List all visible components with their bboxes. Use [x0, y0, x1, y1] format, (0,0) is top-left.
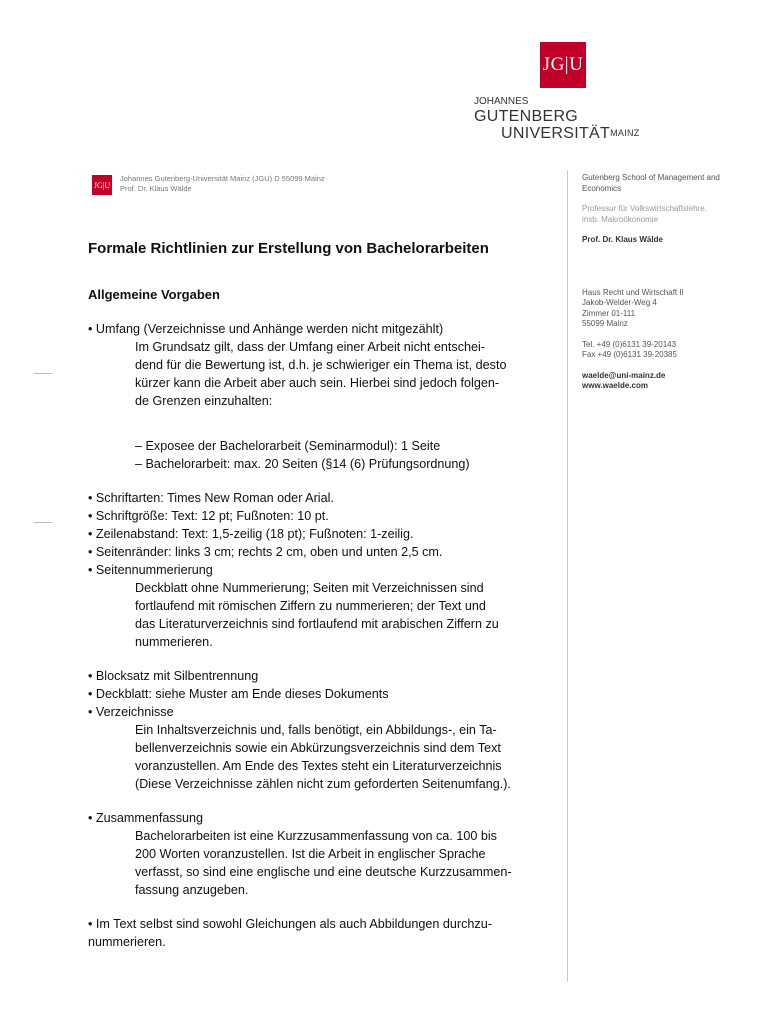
name-universitaet: UNIVERSITÄT	[501, 125, 611, 142]
sender-logo-mark: JG|U	[92, 175, 112, 195]
text-line: • Im Text selbst sind sowohl Gleichungen als auch Abbildungen durchzu-	[88, 917, 492, 931]
bullet-item: • Schriftgröße: Text: 12 pt; Fußnoten: 10 pt.	[88, 509, 329, 523]
text-line: fortlaufend mit römischen Ziffern zu nummerieren; der Text und	[135, 599, 486, 613]
bullet-item: • Blocksatz mit Silbentrennung	[88, 669, 259, 683]
text-line: bellenverzeichnis sowie ein Abkürzungsverzeichnis sind dem Text	[135, 741, 501, 755]
sidebar-school: Gutenberg School of Management and Economics	[582, 173, 720, 193]
text-line: nummerieren.	[135, 635, 213, 649]
sidebar-phone	[582, 340, 752, 361]
sender-address	[120, 174, 325, 194]
limit-item: – Bachelorarbeit: max. 20 Seiten (§14 (6) Prüfungsordnung)	[135, 457, 470, 471]
text-line: voranzustellen. Am Ende des Textes steht ein Literaturverzeichnis	[135, 759, 502, 773]
section-heading: Allgemeine Vorgaben	[88, 287, 220, 302]
text-line: Deckblatt ohne Nummerierung; Seiten mit Verzeichnissen sind	[135, 581, 484, 595]
address-line: 55099 Mainz	[582, 319, 628, 328]
limit-item: – Exposee der Bachelorarbeit (Seminarmodul): 1 Seite	[135, 439, 441, 453]
text-line: Im Grundsatz gilt, dass der Umfang einer Arbeit nicht entschei-	[135, 340, 485, 354]
bullet-umfang: • Umfang (Verzeichnisse und Anhänge werden nicht mitgezählt)	[88, 322, 444, 336]
numbering-note	[88, 915, 558, 951]
umfang-limits	[88, 437, 558, 473]
umfang-text	[88, 338, 558, 410]
bullet-item: • Verzeichnisse	[88, 705, 174, 719]
bullet-item: • Seitennummerierung	[88, 563, 213, 577]
sidebar-fax: Fax +49 (0)6131 39-20385	[582, 350, 677, 359]
text-line: Bachelorarbeiten ist eine Kurzzusammenfassung von ca. 100 bis	[135, 829, 497, 843]
text-line: dend für die Bewertung ist, d.h. je schwieriger ein Thema ist, desto	[135, 358, 507, 372]
sidebar-divider	[567, 170, 568, 982]
document-title: Formale Richtlinien zur Erstellung von Bachelorarbeiten	[88, 240, 489, 257]
sidebar-chair-line-1: Professur für Volkswirtschaftslehre,	[582, 204, 707, 213]
text-line: kürzer kann die Arbeit aber auch sein. Hierbei sind jedoch folgen-	[135, 376, 500, 390]
name-mainz: MAINZ	[610, 128, 640, 138]
bullet-item: • Schriftarten: Times New Roman oder Arial.	[88, 491, 334, 505]
text-line: 200 Worten voranzustellen. Ist die Arbeit in englischer Sprache	[135, 847, 486, 861]
fold-mark	[34, 373, 52, 374]
text-line: nummerieren.	[88, 935, 166, 949]
name-johannes: JOHANNES	[474, 96, 529, 107]
sidebar-email[interactable]: waelde@uni-mainz.de	[582, 370, 666, 380]
university-name	[474, 94, 640, 142]
text-line: verfasst, so sind eine englische und eine deutsche Kurzzusammen-	[135, 865, 512, 879]
text-line: fassung anzugeben.	[135, 883, 249, 897]
address-line: Jakob-Welder-Weg 4	[582, 298, 657, 307]
document-body	[88, 320, 558, 951]
summary-text	[88, 827, 558, 899]
text-line: das Literaturverzeichnis sind fortlaufend mit arabischen Ziffern zu	[135, 617, 499, 631]
sidebar-chair	[582, 204, 752, 225]
sidebar-tel: Tel. +49 (0)6131 39-20143	[582, 339, 677, 349]
text-line: Ein Inhaltsverzeichnis und, falls benötigt, ein Abbildungs-, ein Ta-	[135, 723, 497, 737]
name-gutenberg: GUTENBERG	[474, 108, 579, 125]
directories-text	[88, 721, 558, 793]
sidebar-professor: Prof. Dr. Klaus Wälde	[582, 235, 663, 244]
bullet-item: • Seitenränder: links 3 cm; rechts 2 cm, oben und unten 2,5 cm.	[88, 545, 443, 559]
fold-mark	[34, 522, 52, 523]
sidebar-chair-line-2: insb. Makroökonomie	[582, 214, 659, 224]
format-bullets	[88, 489, 558, 579]
address-line: Zimmer 01-111	[582, 308, 636, 318]
university-logo-mark: JG|U	[540, 42, 586, 88]
sidebar-address	[582, 288, 752, 330]
text-line: (Diese Verzeichnisse zählen nicht zum geforderten Seitenumfang.).	[135, 777, 511, 791]
bullet-item: • Deckblatt: siehe Muster am Ende dieses Dokuments	[88, 687, 389, 701]
bullet-summary: • Zusammenfassung	[88, 811, 204, 825]
address-line: Haus Recht und Wirtschaft II	[582, 287, 684, 297]
sidebar-contact	[582, 173, 752, 392]
bullet-item: • Zeilenabstand: Text: 1,5-zeilig (18 pt); Fußnoten: 1-zeilig.	[88, 527, 414, 541]
layout-bullets	[88, 667, 558, 721]
sender-line-2: Prof. Dr. Klaus Wälde	[120, 184, 192, 193]
sidebar-website[interactable]: www.waelde.com	[582, 381, 648, 390]
sender-line-1: Johannes Gutenberg-Universität Mainz (JGU) D 55099 Mainz	[120, 174, 325, 183]
numbering-text	[88, 579, 558, 651]
text-line: de Grenzen einzuhalten:	[135, 394, 273, 408]
